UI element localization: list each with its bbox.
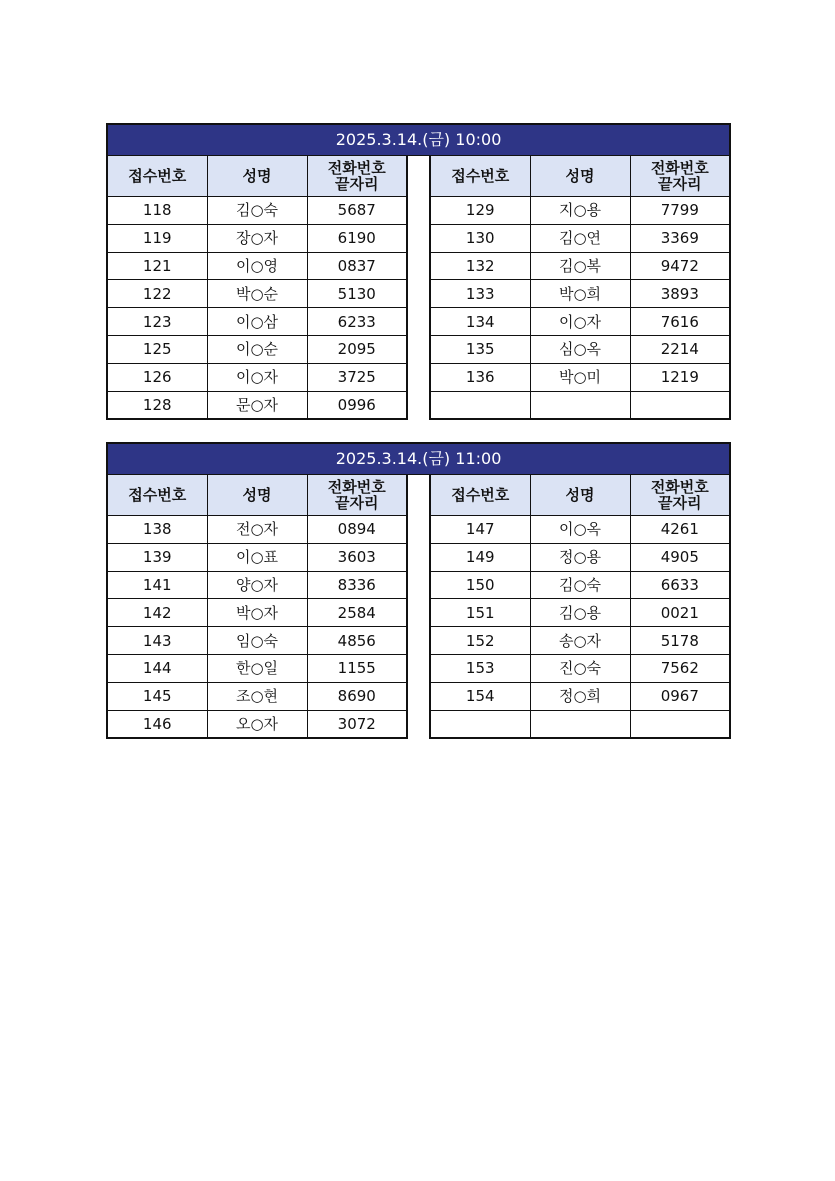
applicant-name: 지○용: [530, 197, 630, 225]
header-name: 성명: [530, 475, 630, 516]
receipt-number: 154: [430, 682, 530, 710]
applicant-name: 박○희: [530, 280, 630, 308]
receipt-number: [430, 391, 530, 419]
applicant-name: 장○자: [207, 224, 307, 252]
receipt-number: [430, 710, 530, 738]
header-phone-line2: 끝자리: [335, 175, 379, 193]
phone-last-digits: 5687: [307, 197, 407, 225]
phone-last-digits: 3072: [307, 710, 407, 738]
phone-last-digits: 9472: [630, 252, 730, 280]
phone-last-digits: 1155: [307, 654, 407, 682]
receipt-number: 135: [430, 335, 530, 363]
phone-last-digits: 4905: [630, 543, 730, 571]
receipt-number: 118: [107, 197, 207, 225]
phone-last-digits: 0967: [630, 682, 730, 710]
receipt-number: 138: [107, 516, 207, 544]
applicant-name: 김○숙: [530, 571, 630, 599]
applicant-name: 정○용: [530, 543, 630, 571]
receipt-number: 152: [430, 627, 530, 655]
applicant-name: 진○숙: [530, 654, 630, 682]
receipt-number: 128: [107, 391, 207, 419]
applicant-name: 송○자: [530, 627, 630, 655]
phone-last-digits: 6633: [630, 571, 730, 599]
applicant-name: 조○현: [207, 682, 307, 710]
applicant-name: 김○숙: [207, 197, 307, 225]
phone-last-digits: 0996: [307, 391, 407, 419]
header-phone-line2: 끝자리: [658, 175, 702, 193]
phone-last-digits: 0894: [307, 516, 407, 544]
receipt-number: 121: [107, 252, 207, 280]
applicant-name: 한○일: [207, 654, 307, 682]
phone-last-digits: [630, 710, 730, 738]
receipt-number: 146: [107, 710, 207, 738]
applicant-name: 이○삼: [207, 308, 307, 336]
phone-last-digits: 8690: [307, 682, 407, 710]
phone-last-digits: 4261: [630, 516, 730, 544]
applicant-name: 이○영: [207, 252, 307, 280]
applicant-name: 이○순: [207, 335, 307, 363]
receipt-number: 133: [430, 280, 530, 308]
receipt-number: 136: [430, 363, 530, 391]
receipt-number: 145: [107, 682, 207, 710]
phone-last-digits: 3603: [307, 543, 407, 571]
schedule-title-row: [107, 124, 730, 156]
schedule-table-1100: [106, 442, 731, 739]
phone-last-digits: 5130: [307, 280, 407, 308]
applicant-name: 박○순: [207, 280, 307, 308]
receipt-number: 142: [107, 599, 207, 627]
header-phone: [630, 156, 730, 197]
applicant-name: 김○연: [530, 224, 630, 252]
phone-last-digits: 6190: [307, 224, 407, 252]
header-name: 성명: [207, 475, 307, 516]
phone-last-digits: 3369: [630, 224, 730, 252]
applicant-name: 오○자: [207, 710, 307, 738]
receipt-number: 144: [107, 654, 207, 682]
header-name: 성명: [207, 156, 307, 197]
applicant-name: [530, 391, 630, 419]
header-row: [107, 156, 730, 197]
header-phone: [630, 475, 730, 516]
header-phone-line1: 전화번호: [650, 478, 709, 496]
phone-last-digits: 0021: [630, 599, 730, 627]
receipt-number: 153: [430, 654, 530, 682]
phone-last-digits: 2095: [307, 335, 407, 363]
receipt-number: 147: [430, 516, 530, 544]
phone-last-digits: 7616: [630, 308, 730, 336]
applicant-name: 심○옥: [530, 335, 630, 363]
schedule-title: 2025.3.14.(금) 10:00: [107, 124, 730, 156]
header-phone: [307, 475, 407, 516]
phone-last-digits: 4856: [307, 627, 407, 655]
receipt-number: 119: [107, 224, 207, 252]
header-number: 접수번호: [107, 156, 207, 197]
receipt-number: 130: [430, 224, 530, 252]
applicant-name: 이○옥: [530, 516, 630, 544]
phone-last-digits: [630, 391, 730, 419]
header-row: [107, 475, 730, 516]
phone-last-digits: 2214: [630, 335, 730, 363]
phone-last-digits: 7799: [630, 197, 730, 225]
phone-last-digits: 1219: [630, 363, 730, 391]
phone-last-digits: 8336: [307, 571, 407, 599]
receipt-number: 141: [107, 571, 207, 599]
receipt-number: 129: [430, 197, 530, 225]
receipt-number: 134: [430, 308, 530, 336]
applicant-name: 문○자: [207, 391, 307, 419]
schedule-table-1000: [106, 123, 731, 420]
header-phone-line2: 끝자리: [335, 494, 379, 512]
header-phone-line2: 끝자리: [658, 494, 702, 512]
applicant-name: 김○복: [530, 252, 630, 280]
receipt-number: 150: [430, 571, 530, 599]
receipt-number: 143: [107, 627, 207, 655]
phone-last-digits: 7562: [630, 654, 730, 682]
applicant-name: 임○숙: [207, 627, 307, 655]
column-gap: [407, 156, 430, 420]
applicant-name: 전○자: [207, 516, 307, 544]
applicant-name: 이○표: [207, 543, 307, 571]
phone-last-digits: 5178: [630, 627, 730, 655]
header-phone-line1: 전화번호: [650, 159, 709, 177]
header-name: 성명: [530, 156, 630, 197]
applicant-name: 박○미: [530, 363, 630, 391]
phone-last-digits: 2584: [307, 599, 407, 627]
header-phone-line1: 전화번호: [327, 159, 386, 177]
phone-last-digits: 6233: [307, 308, 407, 336]
receipt-number: 123: [107, 308, 207, 336]
receipt-number: 139: [107, 543, 207, 571]
phone-last-digits: 3893: [630, 280, 730, 308]
schedule-title: 2025.3.14.(금) 11:00: [107, 443, 730, 475]
applicant-name: 이○자: [207, 363, 307, 391]
receipt-number: 125: [107, 335, 207, 363]
applicant-name: 양○자: [207, 571, 307, 599]
receipt-number: 132: [430, 252, 530, 280]
applicant-name: 이○자: [530, 308, 630, 336]
header-number: 접수번호: [107, 475, 207, 516]
receipt-number: 122: [107, 280, 207, 308]
applicant-name: 정○희: [530, 682, 630, 710]
receipt-number: 151: [430, 599, 530, 627]
column-gap: [407, 475, 430, 739]
header-number: 접수번호: [430, 156, 530, 197]
header-phone-line1: 전화번호: [327, 478, 386, 496]
phone-last-digits: 0837: [307, 252, 407, 280]
schedule-title-row: [107, 443, 730, 475]
receipt-number: 149: [430, 543, 530, 571]
phone-last-digits: 3725: [307, 363, 407, 391]
header-phone: [307, 156, 407, 197]
applicant-name: 박○자: [207, 599, 307, 627]
receipt-number: 126: [107, 363, 207, 391]
applicant-name: [530, 710, 630, 738]
header-number: 접수번호: [430, 475, 530, 516]
applicant-name: 김○용: [530, 599, 630, 627]
